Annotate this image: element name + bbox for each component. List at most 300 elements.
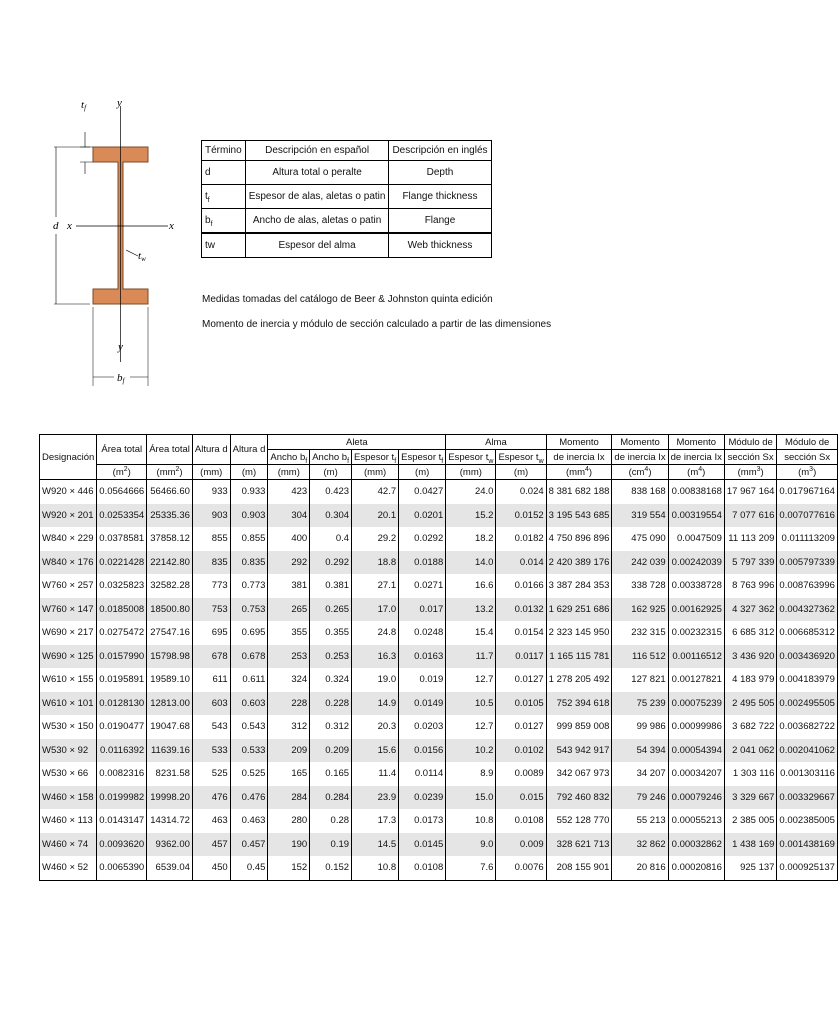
value-cell: 0.165 [310,762,352,786]
value-cell: 0.0271 [399,574,446,598]
table-row [40,762,838,786]
value-cell: 0.324 [310,668,352,692]
value-cell: 2 323 145 950 [546,621,612,645]
term: $b_f$ [202,209,246,234]
header-altura-mm: Altura d [192,435,230,465]
value-cell: 611 [192,668,230,692]
term: $t_f$ [202,185,246,209]
value-cell: 4 327 362 [724,598,777,622]
value-cell: 0.0190477 [97,715,147,739]
header-espesor-tw-mm: Espesor $t_w$ [446,450,496,465]
value-cell: 925 137 [724,856,777,880]
value-cell: 0.0325823 [97,574,147,598]
designation-cell: W610 × 101 [40,692,97,716]
value-cell: 0.0152 [496,504,546,528]
value-cell: 17 967 164 [724,480,777,504]
header-units-row [40,465,838,480]
value-cell: 0.0163 [399,645,446,669]
value-cell: 0.381 [310,574,352,598]
value-cell: 20.1 [352,504,399,528]
header-momento-m4: Momento [668,435,724,450]
value-cell: 0.0132 [496,598,546,622]
designation-cell: W530 × 66 [40,762,97,786]
table-row [40,621,838,645]
value-cell: 8 381 682 188 [546,480,612,504]
value-cell: 603 [192,692,230,716]
value-cell: 11639.16 [147,739,193,763]
value-cell: 0.0082316 [97,762,147,786]
value-cell: 0.611 [230,668,268,692]
value-cell: 0.00032862 [668,833,724,857]
value-cell: 903 [192,504,230,528]
value-cell: 23.9 [352,786,399,810]
value-cell: 6 685 312 [724,621,777,645]
value-cell: 0.0157990 [97,645,147,669]
table-row [40,715,838,739]
designation-cell: W460 × 158 [40,786,97,810]
unit-m3: $(m^3)$ [777,465,837,480]
table-row [40,504,838,528]
value-cell: 0.0253354 [97,504,147,528]
value-cell: 0.00127821 [668,668,724,692]
value-cell: 423 [268,480,310,504]
table-row [40,668,838,692]
value-cell: 0.265 [310,598,352,622]
value-cell: 0.0143147 [97,809,147,833]
value-cell: 10.8 [352,856,399,880]
value-cell: 552 128 770 [546,809,612,833]
value-cell: 3 436 920 [724,645,777,669]
header-espesor-tw-m: Espesor $t_w$ [496,450,546,465]
value-cell: 342 067 973 [546,762,612,786]
value-cell: 0.0127 [496,668,546,692]
value-cell: 543 942 917 [546,739,612,763]
value-cell: 165 [268,762,310,786]
value-cell: 0.009 [496,833,546,857]
table-row [40,809,838,833]
value-cell: 304 [268,504,310,528]
term-english: Web thickness [389,233,491,258]
value-cell: 0.0195891 [97,668,147,692]
value-cell: 753 [192,598,230,622]
value-cell: 678 [192,645,230,669]
unit-m: (m) [399,465,446,480]
designation-cell: W840 × 229 [40,527,97,551]
value-cell: 0.0182 [496,527,546,551]
header-seccion-m3: sección Sx [777,450,837,465]
value-cell: 0.017967164 [777,480,837,504]
value-cell: 0.002385005 [777,809,837,833]
value-cell: 8.9 [446,762,496,786]
unit-m: (m) [496,465,546,480]
value-cell: 933 [192,480,230,504]
value-cell: 0.0128130 [97,692,147,716]
designation-cell: W690 × 125 [40,645,97,669]
header-inercia-mm4: de inercia Ix [546,450,612,465]
table-row [40,786,838,810]
i-beam-diagram [40,92,180,392]
term-row-flange-thickness [202,185,492,209]
header-aleta: Aleta [268,435,446,450]
value-cell: 0.423 [310,480,352,504]
table-row [40,574,838,598]
unit-m2: $(m^2)$ [97,465,147,480]
table-row [40,551,838,575]
value-cell: 18.8 [352,551,399,575]
value-cell: 15.2 [446,504,496,528]
value-cell: 792 460 832 [546,786,612,810]
header-espesor-tf-mm: Espesor $t_f$ [352,450,399,465]
value-cell: 457 [192,833,230,857]
value-cell: 0.0248 [399,621,446,645]
value-cell: 10.2 [446,739,496,763]
value-cell: 0.008763996 [777,574,837,598]
header-alma: Alma [446,435,546,450]
unit-m: (m) [310,465,352,480]
value-cell: 0.003682722 [777,715,837,739]
value-cell: 292 [268,551,310,575]
value-cell: 0.603 [230,692,268,716]
value-cell: 16.6 [446,574,496,598]
value-cell: 16.3 [352,645,399,669]
term-spanish: Ancho de alas, aletas o patin [245,209,389,234]
value-cell: 476 [192,786,230,810]
value-cell: 0.0203 [399,715,446,739]
value-cell: 22142.80 [147,551,193,575]
value-cell: 4 183 979 [724,668,777,692]
value-cell: 0.0149 [399,692,446,716]
value-cell: 381 [268,574,310,598]
value-cell: 1 303 116 [724,762,777,786]
value-cell: 0.0117 [496,645,546,669]
note-calculation: Momento de inercia y módulo de sección calculado a partir de las dimensiones [202,319,552,330]
value-cell: 0.014 [496,551,546,575]
value-cell: 0.017 [399,598,446,622]
value-cell: 0.00055213 [668,809,724,833]
terms-header-row [202,141,492,161]
value-cell: 0.006685312 [777,621,837,645]
value-cell: 19589.10 [147,668,193,692]
header-momento-cm4: Momento [612,435,668,450]
header-momento-mm4: Momento [546,435,612,450]
header-designacion: Designación [40,435,97,480]
value-cell: 0.0093620 [97,833,147,857]
value-cell: 0.4 [310,527,352,551]
value-cell: 56466.60 [147,480,193,504]
value-cell: 12.7 [446,715,496,739]
header-term: Término [202,141,246,161]
value-cell: 0.355 [310,621,352,645]
value-cell: 18500.80 [147,598,193,622]
value-cell: 24.8 [352,621,399,645]
value-cell: 79 246 [612,786,668,810]
value-cell: 0.753 [230,598,268,622]
value-cell: 0.0427 [399,480,446,504]
value-cell: 0.002041062 [777,739,837,763]
value-cell: 475 090 [612,527,668,551]
value-cell: 12.7 [446,668,496,692]
value-cell: 0.0239 [399,786,446,810]
term-spanish: Espesor del alma [245,233,389,258]
value-cell: 0.525 [230,762,268,786]
value-cell: 232 315 [612,621,668,645]
note-source: Medidas tomadas del catálogo de Beer & Johnston quinta edición [202,294,493,305]
value-cell: 32582.28 [147,574,193,598]
value-cell: 0.0378581 [97,527,147,551]
term-english: Flange [389,209,491,234]
value-cell: 0.0188 [399,551,446,575]
value-cell: 355 [268,621,310,645]
value-cell: 0.0154 [496,621,546,645]
value-cell: 0.304 [310,504,352,528]
value-cell: 0.002495505 [777,692,837,716]
value-cell: 0.0156 [399,739,446,763]
unit-m4: $(m^4)$ [668,465,724,480]
value-cell: 0.004183979 [777,668,837,692]
value-cell: 17.0 [352,598,399,622]
value-cell: 5 797 339 [724,551,777,575]
value-cell: 228 [268,692,310,716]
unit-mm2: $(mm^2)$ [147,465,193,480]
value-cell: 27547.16 [147,621,193,645]
value-cell: 14314.72 [147,809,193,833]
value-cell: 0.533 [230,739,268,763]
header-modulo-mm3: Módulo de [724,435,777,450]
value-cell: 34 207 [612,762,668,786]
value-cell: 0.695 [230,621,268,645]
designation-cell: W760 × 147 [40,598,97,622]
value-cell: 3 682 722 [724,715,777,739]
value-cell: 0.0201 [399,504,446,528]
value-cell: 0.007077616 [777,504,837,528]
value-cell: 127 821 [612,668,668,692]
value-cell: 75 239 [612,692,668,716]
table-row [40,598,838,622]
value-cell: 0.0105 [496,692,546,716]
value-cell: 9.0 [446,833,496,857]
value-cell: 13.2 [446,598,496,622]
value-cell: 0.228 [310,692,352,716]
value-cell: 0.933 [230,480,268,504]
value-cell: 11.7 [446,645,496,669]
value-cell: 99 986 [612,715,668,739]
value-cell: 0.011113209 [777,527,837,551]
value-cell: 14.9 [352,692,399,716]
header-ancho-bf-m: Ancho $b_f$ [310,450,352,465]
header-spanish: Descripción en español [245,141,389,161]
value-cell: 3 195 543 685 [546,504,612,528]
value-cell: 18.2 [446,527,496,551]
designation-cell: W760 × 257 [40,574,97,598]
value-cell: 14.0 [446,551,496,575]
value-cell: 0.005797339 [777,551,837,575]
value-cell: 2 420 389 176 [546,551,612,575]
value-cell: 0.284 [310,786,352,810]
designation-cell: W530 × 150 [40,715,97,739]
value-cell: 0.00838168 [668,480,724,504]
header-inercia-cm4: de inercia Ix [612,450,668,465]
unit-mm: (mm) [352,465,399,480]
value-cell: 0.678 [230,645,268,669]
value-cell: 0.152 [310,856,352,880]
value-cell: 0.0089 [496,762,546,786]
value-cell: 0.0173 [399,809,446,833]
unit-m: (m) [230,465,268,480]
value-cell: 209 [268,739,310,763]
value-cell: 0.00075239 [668,692,724,716]
value-cell: 0.00232315 [668,621,724,645]
term-row-depth [202,161,492,185]
designation-cell: W690 × 217 [40,621,97,645]
value-cell: 838 168 [612,480,668,504]
value-cell: 0.001303116 [777,762,837,786]
value-cell: 242 039 [612,551,668,575]
value-cell: 190 [268,833,310,857]
designation-cell: W920 × 201 [40,504,97,528]
value-cell: 0.00054394 [668,739,724,763]
value-cell: 0.476 [230,786,268,810]
header-ancho-bf-mm: Ancho $b_f$ [268,450,310,465]
w-shapes-table [39,434,838,881]
value-cell: 2 495 505 [724,692,777,716]
value-cell: 0.28 [310,809,352,833]
term-english: Depth [389,161,491,185]
value-cell: 0.0292 [399,527,446,551]
value-cell: 12813.00 [147,692,193,716]
value-cell: 10.8 [446,809,496,833]
x-right-label: x [169,220,174,232]
value-cell: 0.00079246 [668,786,724,810]
value-cell: 1 629 251 686 [546,598,612,622]
value-cell: 15.0 [446,786,496,810]
value-cell: 3 329 667 [724,786,777,810]
unit-mm4: $(mm^4)$ [546,465,612,480]
value-cell: 9362.00 [147,833,193,857]
value-cell: 0.0166 [496,574,546,598]
value-cell: 0.0116392 [97,739,147,763]
value-cell: 280 [268,809,310,833]
value-cell: 0.253 [310,645,352,669]
value-cell: 328 621 713 [546,833,612,857]
y-top-label: y [117,97,122,109]
term-english: Flange thickness [389,185,491,209]
value-cell: 284 [268,786,310,810]
value-cell: 7.6 [446,856,496,880]
term-spanish: Altura total o peralte [245,161,389,185]
value-cell: 0.004327362 [777,598,837,622]
value-cell: 855 [192,527,230,551]
header-espesor-tf-m: Espesor $t_f$ [399,450,446,465]
value-cell: 253 [268,645,310,669]
value-cell: 0.543 [230,715,268,739]
value-cell: 1 165 115 781 [546,645,612,669]
value-cell: 29.2 [352,527,399,551]
designation-cell: W460 × 52 [40,856,97,880]
value-cell: 0.0065390 [97,856,147,880]
designation-cell: W530 × 92 [40,739,97,763]
value-cell: 543 [192,715,230,739]
value-cell: 312 [268,715,310,739]
value-cell: 2 385 005 [724,809,777,833]
unit-cm4: $(cm^4)$ [612,465,668,480]
value-cell: 0.0108 [399,856,446,880]
d-label: d [53,220,59,232]
value-cell: 0.00242039 [668,551,724,575]
value-cell: 0.0564666 [97,480,147,504]
value-cell: 0.00020816 [668,856,724,880]
header-english: Descripción en inglés [389,141,491,161]
value-cell: 999 859 008 [546,715,612,739]
value-cell: 324 [268,668,310,692]
value-cell: 54 394 [612,739,668,763]
value-cell: 0.001438169 [777,833,837,857]
value-cell: 2 041 062 [724,739,777,763]
value-cell: 6539.04 [147,856,193,880]
value-cell: 19998.20 [147,786,193,810]
value-cell: 15798.98 [147,645,193,669]
value-cell: 208 155 901 [546,856,612,880]
header-inercia-m4: de inercia Ix [668,450,724,465]
table-row [40,692,838,716]
bf-label: bf [117,372,125,385]
value-cell: 1 438 169 [724,833,777,857]
table-row [40,527,838,551]
value-cell: 8231.58 [147,762,193,786]
value-cell: 0.0114 [399,762,446,786]
value-cell: 0.45 [230,856,268,880]
value-cell: 8 763 996 [724,574,777,598]
value-cell: 0.312 [310,715,352,739]
value-cell: 450 [192,856,230,880]
value-cell: 0.00162925 [668,598,724,622]
designation-cell: W840 × 176 [40,551,97,575]
value-cell: 3 387 284 353 [546,574,612,598]
value-cell: 11 113 209 [724,527,777,551]
value-cell: 15.4 [446,621,496,645]
header-altura-m: Altura d [230,435,268,465]
value-cell: 0.00338728 [668,574,724,598]
value-cell: 55 213 [612,809,668,833]
value-cell: 0.0108 [496,809,546,833]
value-cell: 116 512 [612,645,668,669]
value-cell: 1 278 205 492 [546,668,612,692]
term: tw [202,233,246,258]
unit-mm: (mm) [446,465,496,480]
value-cell: 11.4 [352,762,399,786]
unit-mm: (mm) [268,465,310,480]
y-bottom-label: y [118,341,123,353]
designation-cell: W610 × 155 [40,668,97,692]
unit-mm: (mm) [192,465,230,480]
table-row [40,645,838,669]
unit-mm3: $(mm^3)$ [724,465,777,480]
value-cell: 0.773 [230,574,268,598]
header-seccion-mm3: sección Sx [724,450,777,465]
table-row [40,739,838,763]
value-cell: 152 [268,856,310,880]
tf-label: tf [81,99,87,112]
value-cell: 0.019 [399,668,446,692]
value-cell: 17.3 [352,809,399,833]
value-cell: 0.000925137 [777,856,837,880]
designation-cell: W460 × 113 [40,809,97,833]
value-cell: 0.457 [230,833,268,857]
value-cell: 0.0199982 [97,786,147,810]
table-row [40,856,838,880]
term-row-flange [202,209,492,234]
designation-cell: W920 × 446 [40,480,97,504]
value-cell: 525 [192,762,230,786]
